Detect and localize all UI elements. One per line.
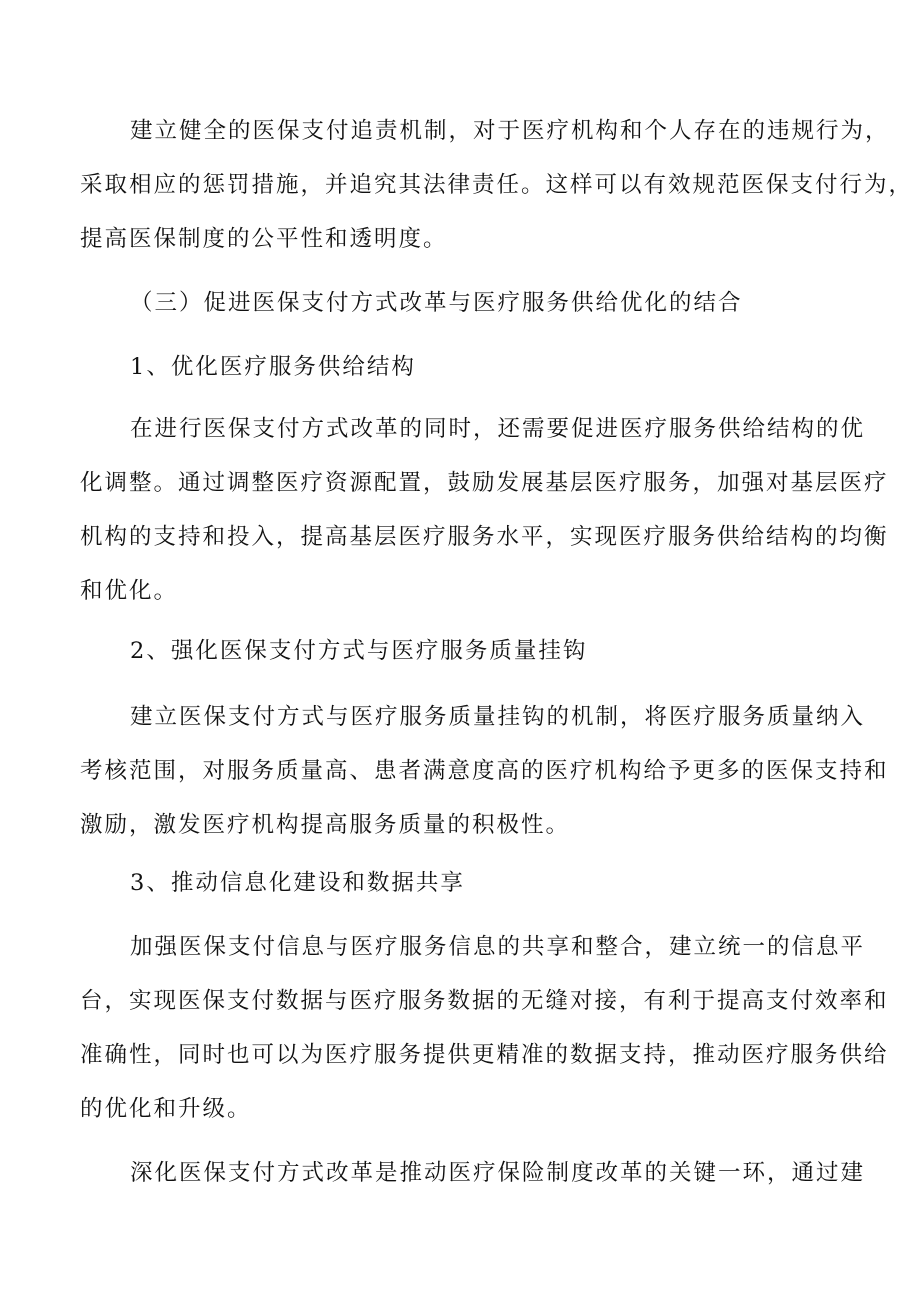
paragraph-line: 和优化。 (80, 578, 179, 604)
paragraph-line: 加强医保支付信息与医疗服务信息的共享和整合，建立统一的信息平 (130, 934, 866, 960)
paragraph-line: 台，实现医保支付数据与医疗服务数据的无缝对接，有利于提高支付效率和 (80, 988, 889, 1014)
paragraph-line: 激励，激发医疗机构提高服务质量的积极性。 (80, 812, 571, 838)
paragraph-line: 化调整。通过调整医疗资源配置，鼓励发展基层医疗服务，加强对基层医疗 (80, 470, 889, 496)
paragraph-conclusion (80, 1146, 866, 1200)
paragraph-accountability (80, 104, 914, 266)
subheading-1 (80, 340, 840, 394)
heading-line: （三）促进医保支付方式改革与医疗服务供给优化的结合 (130, 290, 743, 316)
paragraph-2 (80, 690, 889, 852)
paragraph-line: 准确性，同时也可以为医疗服务提供更精准的数据支持，推动医疗服务供给 (80, 1042, 889, 1068)
paragraph-line: 采取相应的惩罚措施，并追究其法律责任。这样可以有效规范医保支付行为， (80, 172, 914, 198)
paragraph-line: 在进行医保支付方式改革的同时，还需要促进医疗服务供给结构的优 (130, 416, 866, 442)
paragraph-line: 建立健全的医保支付追责机制，对于医疗机构和个人存在的违规行为， (130, 118, 890, 144)
subheading-2 (80, 624, 840, 678)
subheading-line: 3、推动信息化建设和数据共享 (130, 870, 465, 896)
subheading-line: 1、优化医疗服务供给结构 (130, 354, 416, 380)
subheading-3 (80, 856, 840, 910)
paragraph-line: 机构的支持和投入，提高基层医疗服务水平，实现医疗服务供给结构的均衡 (80, 524, 889, 550)
subheading-line: 2、强化医保支付方式与医疗服务质量挂钩 (130, 638, 588, 664)
section-heading (80, 276, 840, 330)
paragraph-line: 考核范围，对服务质量高、患者满意度高的医疗机构给予更多的医保支持和 (80, 758, 889, 784)
paragraph-line: 建立医保支付方式与医疗服务质量挂钩的机制，将医疗服务质量纳入 (130, 704, 866, 730)
paragraph-line: 的优化和升级。 (80, 1096, 252, 1122)
paragraph-3 (80, 920, 889, 1136)
paragraph-line: 深化医保支付方式改革是推动医疗保险制度改革的关键一环，通过建 (130, 1160, 866, 1186)
paragraph-line: 提高医保制度的公平性和透明度。 (80, 226, 448, 252)
paragraph-1 (80, 402, 889, 618)
